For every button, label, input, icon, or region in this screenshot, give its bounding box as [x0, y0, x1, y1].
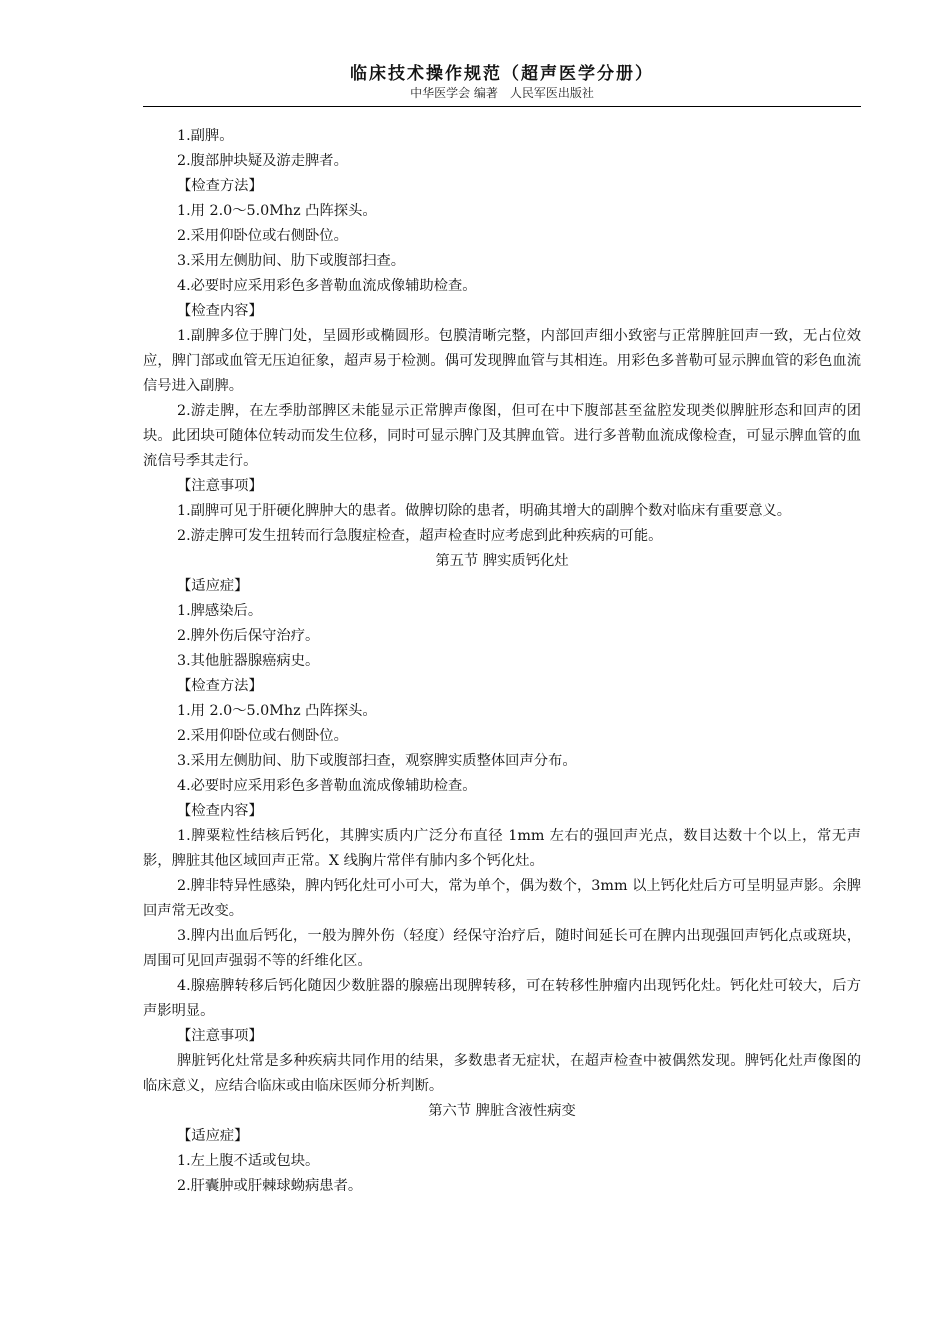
book-title: 临床技术操作规范（超声医学分册）: [350, 64, 654, 84]
body-paragraph: 4.必要时应采用彩色多普勒血流成像辅助检查。: [177, 778, 477, 794]
body-paragraph: 2.游走脾，在左季肋部脾区未能显示正常脾声像图，但可在中下腹部甚至盆腔发现类似脾脏形态和回声的团块。此团块可随体位转动而发生位移，同时可显示脾门及其脾血管。进行多普勒血流成像检查，可显示脾血管的血流信号季其走行。: [143, 403, 861, 469]
subsection-heading: 【注意事项】: [177, 478, 263, 494]
body-paragraph: 脾脏钙化灶常是多种疾病共同作用的结果，多数患者无症状，在超声检查中被偶然发现。脾钙化灶声像图的临床意义，应结合临床或由临床医师分析判断。: [143, 1053, 861, 1094]
body-paragraph: 2.脾非特异性感染，脾内钙化灶可小可大，常为单个，偶为数个，3mm 以上钙化灶后方可呈明显声影。余脾回声常无改变。: [143, 878, 861, 919]
subsection-heading: 【检查内容】: [177, 803, 263, 819]
subsection-heading: 【适应症】: [177, 578, 249, 594]
subsection-heading: 【检查方法】: [177, 178, 263, 194]
section-title: 第五节 脾实质钙化灶: [435, 553, 569, 569]
body-paragraph: 4.腺癌脾转移后钙化随因少数脏器的腺癌出现脾转移，可在转移性肿瘤内出现钙化灶。钙化灶可较大，后方声影明显。: [143, 978, 861, 1019]
body-paragraph: 1.脾粟粒性结核后钙化，其脾实质内广泛分布直径 1mm 左右的强回声光点，数目达数十个以上，常无声影，脾脏其他区域回声正常。X 线胸片常伴有肺内多个钙化灶。: [143, 828, 861, 869]
page-body: [143, 124, 861, 1199]
body-paragraph: 1.副脾可见于肝硬化脾肿大的患者。做脾切除的患者，明确其增大的副脾个数对临床有重要意义。: [177, 503, 792, 519]
book-publisher-line: 中华医学会 编著 人民军医出版社: [410, 86, 594, 100]
subsection-heading: 【检查内容】: [177, 303, 263, 319]
section-title: 第六节 脾脏含液性病变: [428, 1103, 576, 1119]
body-paragraph: 2.采用仰卧位或右侧卧位。: [177, 728, 348, 744]
body-paragraph: 1.副脾。: [177, 128, 234, 144]
body-paragraph: 1.副脾多位于脾门处，呈圆形或椭圆形。包膜清晰完整，内部回声细小致密与正常脾脏回声一致，无占位效应，脾门部或血管无压迫征象，超声易于检测。偶可发现脾血管与其相连。用彩色多普勒可显示脾血管的彩色血流信号进入副脾。: [143, 328, 861, 394]
body-paragraph: 4.必要时应采用彩色多普勒血流成像辅助检查。: [177, 278, 477, 294]
subsection-heading: 【适应症】: [177, 1128, 249, 1144]
page-header: [143, 62, 861, 100]
body-paragraph: 2.肝囊肿或肝棘球蚴病患者。: [177, 1178, 363, 1194]
body-paragraph: 2.采用仰卧位或右侧卧位。: [177, 228, 348, 244]
body-paragraph: 3.采用左侧肋间、肋下或腹部扫查。: [177, 253, 406, 269]
body-paragraph: 1.脾感染后。: [177, 603, 263, 619]
body-paragraph: 3.其他脏器腺癌病史。: [177, 653, 320, 669]
body-paragraph: 2.脾外伤后保守治疗。: [177, 628, 320, 644]
header-rule: [143, 106, 861, 107]
body-paragraph: 3.采用左侧肋间、肋下或腹部扫查，观察脾实质整体回声分布。: [177, 753, 577, 769]
body-paragraph: 2.游走脾可发生扭转而行急腹症检查，超声检查时应考虑到此种疾病的可能。: [177, 528, 663, 544]
body-paragraph: 1.用 2.0～5.0Mhz 凸阵探头。: [177, 703, 377, 719]
subsection-heading: 【注意事项】: [177, 1028, 263, 1044]
body-paragraph: 1.用 2.0～5.0Mhz 凸阵探头。: [177, 203, 377, 219]
body-paragraph: 1.左上腹不适或包块。: [177, 1153, 320, 1169]
body-paragraph: 3.脾内出血后钙化，一般为脾外伤（轻度）经保守治疗后，随时间延长可在脾内出现强回声钙化点或斑块，周围可见回声强弱不等的纤维化区。: [143, 928, 861, 969]
body-paragraph: 2.腹部肿块疑及游走脾者。: [177, 153, 348, 169]
subsection-heading: 【检查方法】: [177, 678, 263, 694]
